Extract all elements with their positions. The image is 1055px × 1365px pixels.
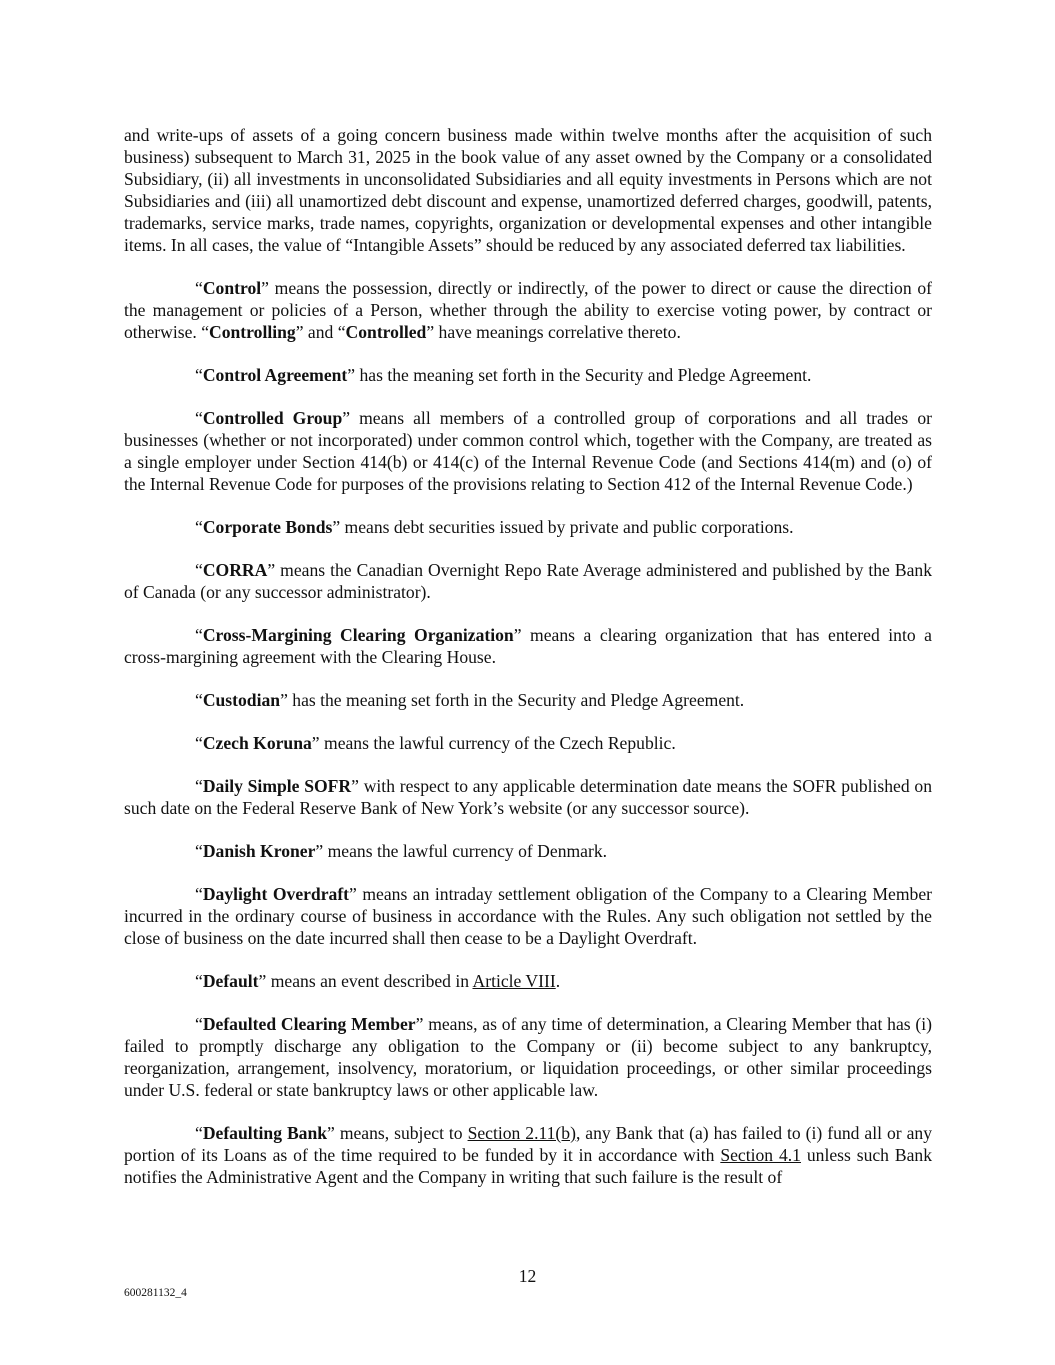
definition-text: ” with respect to any applicable determination date means the SOFR published on such date on the Federal Reserve Bank of New York’s website (or any successor source). [124, 776, 932, 818]
defined-term: Defaulting Bank [202, 1123, 328, 1143]
defined-term: Controlled Group [202, 408, 343, 428]
definition-text: ” means the lawful currency of Denmark. [315, 841, 608, 861]
definition-cross-margining: “Cross-Margining Clearing Organization” means a clearing organization that has entered into a cross-margining agreement with the Clearing House. [124, 625, 932, 667]
section-4-1-reference: Section 4.1 [720, 1145, 801, 1165]
definition-text: unless such Bank notifies the Administrative Agent and the Company in writing that such failure is the result of [124, 1145, 932, 1187]
definition-text: ” and “ [295, 322, 346, 342]
definition-text: ” means the possession, directly or indirectly, of the power to direct or cause the direction of the management or policies of a Person, whether through the ability to exercise voting power, by contract or otherwise. “ [124, 278, 932, 342]
defined-term: Default [202, 971, 259, 991]
definition-daily-simple-sofr: “Daily Simple SOFR” with respect to any applicable determination date means the SOFR published on such date on the Federal Reserve Bank of New York’s website (or any successor source). [124, 776, 932, 818]
defined-term: Controlled [345, 322, 427, 342]
defined-term: Daylight Overdraft [202, 884, 350, 904]
definition-defaulted-clearing-member: “Defaulted Clearing Member” means, as of any time of determination, a Clearing Member that has (i) failed to promptly discharge any obligation to the Company or (ii) become subject to any bankruptcy, reorganization, arrangement, insolvency, moratorium, or liquidation proceedings, or other similar proceedings under U.S. federal or state bankruptcy laws or other applicable law. [124, 1014, 932, 1100]
document-page [124, 124, 932, 1209]
intro-paragraph: and write-ups of assets of a going concern business made within twelve months after the acquisition of such business) subsequent to March 31, 2025 in the book value of any asset owned by the Company or a consolidated Subsidiary, (ii) all investments in unconsolidated Subsidiaries and all equity investments in Persons which are not Subsidiaries and (iii) all unamortized debt discount and expense, unamortized deferred charges, goodwill, patents, trademarks, service marks, trade names, copyrights, organization or developmental expenses and other intangible items. In all cases, the value of “Intangible Assets” should be reduced by any associated deferred tax liabilities. [124, 125, 932, 255]
defined-term: Daily Simple SOFR [202, 776, 352, 796]
definition-corra: “CORRA” means the Canadian Overnight Repo Rate Average administered and published by the Bank of Canada (or any successor administrator). [124, 560, 932, 602]
definition-text: ” means a clearing organization that has entered into a cross-margining agreement with the Clearing House. [124, 625, 932, 667]
section-2-11b-reference: Section 2.11(b) [467, 1123, 576, 1143]
definition-text: , any Bank that (a) has failed to (i) fund all or any portion of its Loans as of the time required to be funded by it in accordance with [124, 1123, 932, 1165]
defined-term: Controlling [209, 322, 296, 342]
definition-text: ” have meanings correlative thereto. [426, 322, 681, 342]
definition-text: ” means, as of any time of determination, a Clearing Member that has (i) failed to promptly discharge any obligation to the Company or (ii) become subject to any bankruptcy, reorganization, arrangement, insolvency, moratorium, or liquidation proceedings, or other similar proceedings under U.S. federal or state bankruptcy laws or other applicable law. [124, 1014, 932, 1100]
definition-text: ” means, subject to [327, 1123, 468, 1143]
page-number: 12 [518, 1266, 537, 1286]
definition-default: “Default” means an event described in Article VIII. [195, 971, 561, 991]
definition-control: “Control” means the possession, directly or indirectly, of the power to direct or cause the direction of the management or policies of a Person, whether through the ability to exercise voting power, by contract or otherwise. “Controlling” and “Controlled” have meanings correlative thereto. [124, 278, 932, 342]
defined-term: Control [202, 278, 262, 298]
defined-term: Danish Kroner [202, 841, 316, 861]
definition-text: ” means debt securities issued by private and public corporations. [332, 517, 794, 537]
definition-text: ” has the meaning set forth in the Security and Pledge Agreement. [347, 365, 812, 385]
definition-control-agreement: “Control Agreement” has the meaning set forth in the Security and Pledge Agreement. [195, 365, 812, 385]
definition-daylight-overdraft: “Daylight Overdraft” means an intraday settlement obligation of the Company to a Clearing Member incurred in the ordinary course of business in accordance with the Rules. Any such obligation not settled by the close of business on the date incurred shall then cease to be a Daylight Overdraft. [124, 884, 932, 948]
article-viii-reference: Article VIII [472, 971, 556, 991]
definition-controlled-group: “Controlled Group” means all members of a controlled group of corporations and all trades or businesses (whether or not incorporated) under common control which, together with the Company, are treated as a single employer under Section 414(b) or 414(c) of the Internal Revenue Code (and Sections 414(m) and (o) of the Internal Revenue Code for purposes of the provisions relating to Section 412 of the Internal Revenue Code.) [124, 408, 932, 494]
definition-corporate-bonds: “Corporate Bonds” means debt securities issued by private and public corporations. [195, 517, 794, 537]
defined-term: Corporate Bonds [202, 517, 333, 537]
defined-term: Control Agreement [202, 365, 348, 385]
definition-text: ” has the meaning set forth in the Security and Pledge Agreement. [280, 690, 745, 710]
definition-text: ” means all members of a controlled group of corporations and all trades or businesses (whether or not incorporated) under common control which, together with the Company, are treated as a single employer under Section 414(b) or 414(c) of the Internal Revenue Code (and Sections 414(m) and (o) of the Internal Revenue Code for purposes of the provisions relating to Section 412 of the Internal Revenue Code.) [124, 408, 932, 494]
definition-defaulting-bank: “Defaulting Bank” means, subject to Section 2.11(b), any Bank that (a) has failed to (i) fund all or any portion of its Loans as of the time required to be funded by it in accordance with Section 4.1 unless such Bank notifies the Administrative Agent and the Company in writing that such failure is the result of [124, 1123, 932, 1187]
definition-custodian: “Custodian” has the meaning set forth in the Security and Pledge Agreement. [195, 690, 745, 710]
defined-term: Cross-Margining Clearing Organization [202, 625, 514, 645]
definition-text: ” means an event described in [258, 971, 473, 991]
document-id: 600281132_4 [124, 1287, 187, 1299]
defined-term: Custodian [202, 690, 281, 710]
defined-term: CORRA [202, 560, 268, 580]
definition-text: . [555, 971, 561, 991]
definition-text: ” means an intraday settlement obligation of the Company to a Clearing Member incurred in the ordinary course of business in accordance with the Rules. Any such obligation not settled by the close of business on the date incurred shall then cease to be a Daylight Overdraft. [124, 884, 932, 948]
definition-text: ” means the Canadian Overnight Repo Rate Average administered and published by the Bank of Canada (or any successor administrator). [124, 560, 932, 602]
definition-text: ” means the lawful currency of the Czech Republic. [311, 733, 676, 753]
definition-danish-kroner: “Danish Kroner” means the lawful currency of Denmark. [195, 841, 608, 861]
defined-term: Czech Koruna [202, 733, 312, 753]
defined-term: Defaulted Clearing Member [202, 1014, 416, 1034]
definition-czech-koruna: “Czech Koruna” means the lawful currency of the Czech Republic. [195, 733, 676, 753]
